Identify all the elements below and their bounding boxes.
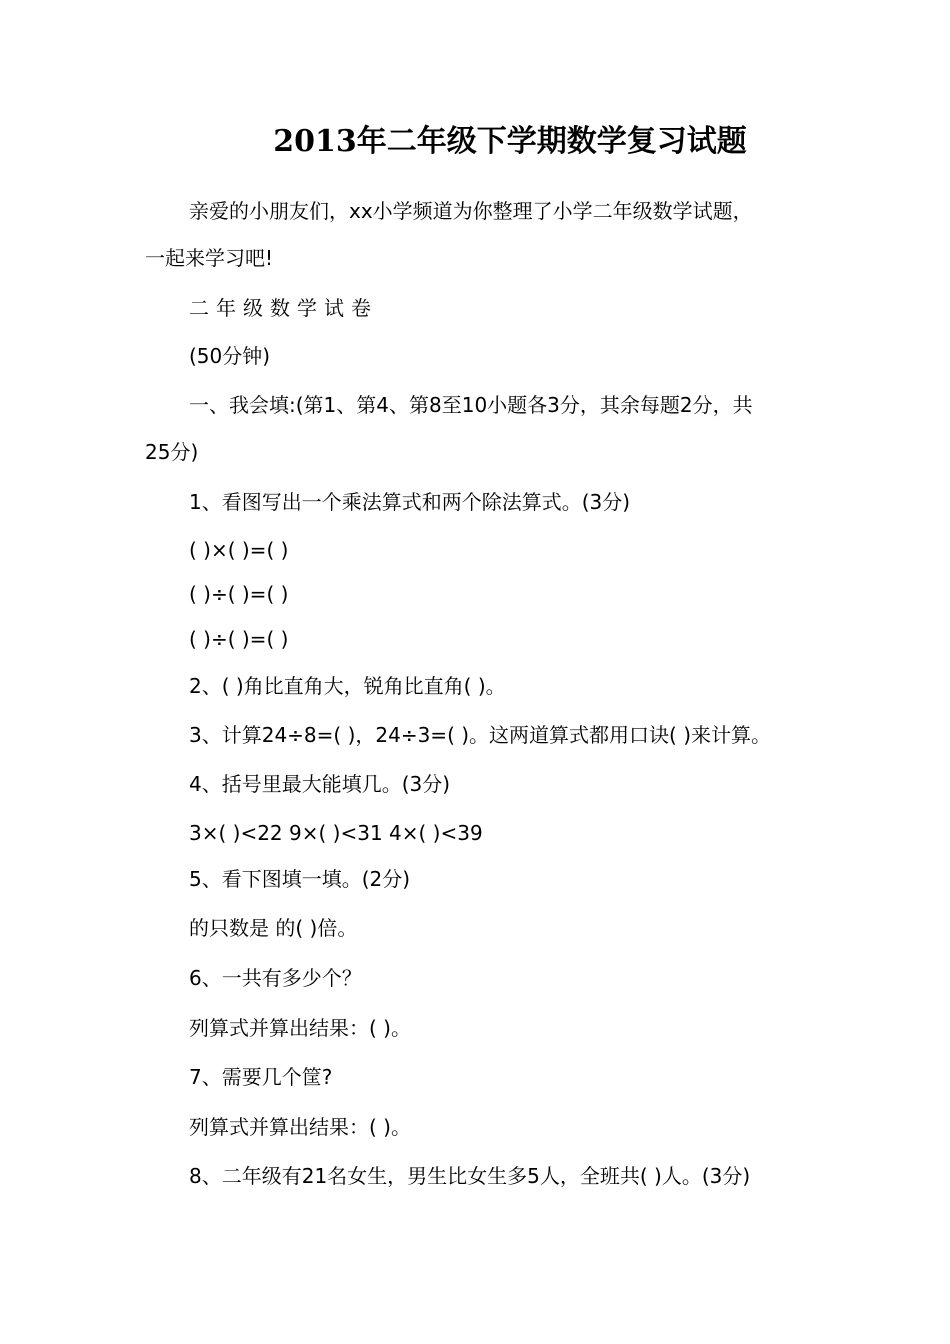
question-1-blank-a: ( )×( )=( ): [189, 538, 289, 562]
question-6: 6、一共有多少个？: [189, 966, 362, 990]
question-6-answer: 列算式并算出结果：( )。: [189, 1016, 411, 1040]
document-title: 2013年二年级下学期数学复习试题: [273, 124, 747, 159]
intro-line-2: 一起来学习吧!: [145, 246, 274, 270]
question-4: 4、括号里最大能填几。(3分): [189, 772, 451, 796]
intro-line-1: 亲爱的小朋友们，xx小学频道为你整理了小学二年级数学试题，: [189, 199, 753, 223]
question-5-blank: 的只数是 的( )倍。: [189, 916, 358, 940]
section-1-heading-line-2: 25分): [145, 440, 199, 464]
question-4-blanks: 3×( )<22 9×( )<31 4×( )<39: [189, 821, 483, 845]
question-7: 7、需要几个筐?: [189, 1065, 333, 1089]
question-8: 8、二年级有21名女生，男生比女生多5人，全班共( )人。(3分): [189, 1164, 751, 1188]
question-7-answer: 列算式并算出结果：( )。: [189, 1115, 411, 1139]
exam-heading: 二年级数学试卷: [189, 296, 378, 320]
section-1-heading-line-1: 一、我会填:(第1、第4、第8至10小题各3分，其余每题2分，共: [189, 393, 753, 417]
question-3: 3、计算24÷8=( )，24÷3=( )。这两道算式都用口诀( )来计算。: [189, 723, 771, 747]
question-1-blank-c: ( )÷( )=( ): [189, 627, 289, 651]
question-2: 2、( )角比直角大，锐角比直角( )。: [189, 674, 506, 698]
question-1-blank-b: ( )÷( )=( ): [189, 582, 289, 606]
question-1: 1、看图写出一个乘法算式和两个除法算式。(3分): [189, 490, 631, 514]
question-5: 5、看下图填一填。(2分): [189, 867, 411, 891]
exam-duration: (50分钟): [189, 344, 271, 368]
